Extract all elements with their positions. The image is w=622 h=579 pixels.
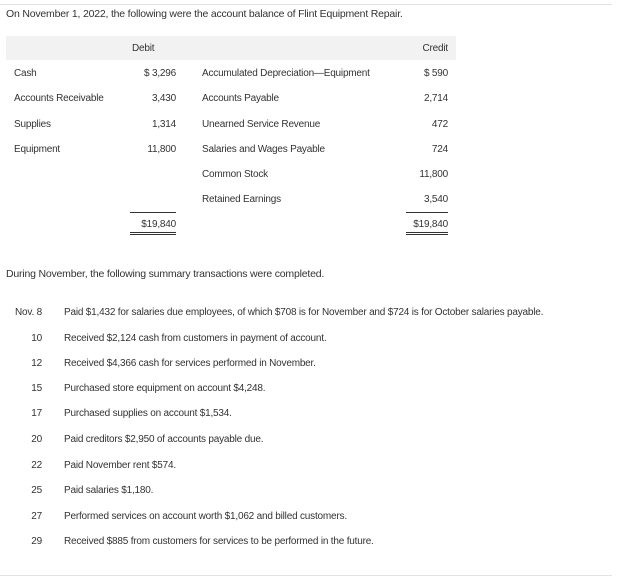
credit-amount: 2,714	[423, 93, 448, 104]
credit-amount: 11,800	[419, 169, 448, 180]
transaction-description: Purchased supplies on account $1,534.	[64, 408, 232, 419]
bottom-divider	[0, 575, 612, 576]
transaction-description: Received $2,124 cash from customers in payment of account.	[64, 333, 327, 344]
credit-account: Accumulated Depreciation—Equipment	[202, 68, 370, 79]
table-header	[6, 36, 456, 60]
transaction-date: 29	[31, 536, 42, 547]
credit-header: Credit	[422, 43, 448, 54]
debit-double-rule-1	[130, 232, 176, 233]
transaction-date: 17	[31, 408, 42, 419]
transaction-description: Purchased store equipment on account $4,248.	[64, 383, 266, 394]
credit-amount: 3,540	[423, 194, 448, 205]
transaction-description: Paid $1,432 for salaries due employees, of which $708 is for November and $724 is for October salaries payable.	[64, 307, 544, 318]
transaction-date: 15	[31, 383, 42, 394]
credit-account: Accounts Payable	[202, 93, 279, 104]
transaction-description: Received $885 from customers for services to be performed in the future.	[64, 536, 374, 547]
transaction-date: 25	[31, 485, 42, 496]
debit-amount: $ 3,296	[144, 68, 176, 79]
debit-amount: 11,800	[147, 144, 176, 155]
debit-double-rule-2	[130, 234, 176, 235]
transaction-date: 27	[31, 511, 42, 522]
transaction-date: 10	[31, 333, 42, 344]
debit-amount: 1,314	[151, 119, 176, 130]
debit-header: Debit	[132, 43, 155, 54]
credit-amount: 724	[431, 144, 448, 155]
intro-text: On November 1, 2022, the following were the account balance of Flint Equipment Repair.	[6, 8, 403, 20]
transaction-description: Paid November rent $574.	[64, 460, 176, 471]
transaction-description: Received $4,366 cash for services performed in November.	[64, 358, 316, 369]
debit-account: Supplies	[14, 119, 51, 130]
credit-account: Unearned Service Revenue	[202, 119, 321, 130]
transaction-description: Performed services on account worth $1,062 and billed customers.	[64, 511, 347, 522]
credit-amount: $ 590	[423, 68, 448, 79]
top-divider	[0, 4, 612, 5]
credit-double-rule-2	[406, 234, 448, 235]
debit-total-rule	[130, 212, 176, 213]
transaction-date: Nov. 8	[15, 307, 42, 318]
credit-account: Salaries and Wages Payable	[202, 144, 325, 155]
debit-account: Cash	[14, 68, 37, 79]
transaction-description: Paid creditors $2,950 of accounts payable due.	[64, 434, 264, 445]
transactions-intro: During November, the following summary transactions were completed.	[6, 268, 325, 280]
transaction-date: 20	[31, 434, 42, 445]
credit-double-rule-1	[406, 232, 448, 233]
credit-total: $19,840	[413, 219, 448, 230]
transaction-date: 12	[31, 358, 42, 369]
credit-amount: 472	[431, 119, 448, 130]
debit-account: Accounts Receivable	[14, 93, 104, 104]
debit-total: $19,840	[141, 219, 176, 230]
transaction-date: 22	[31, 460, 42, 471]
transaction-description: Paid salaries $1,180.	[64, 485, 154, 496]
credit-account: Common Stock	[202, 169, 268, 180]
credit-total-rule	[406, 212, 448, 213]
debit-account: Equipment	[14, 144, 61, 155]
credit-account: Retained Earnings	[202, 194, 281, 205]
debit-amount: 3,430	[151, 93, 176, 104]
